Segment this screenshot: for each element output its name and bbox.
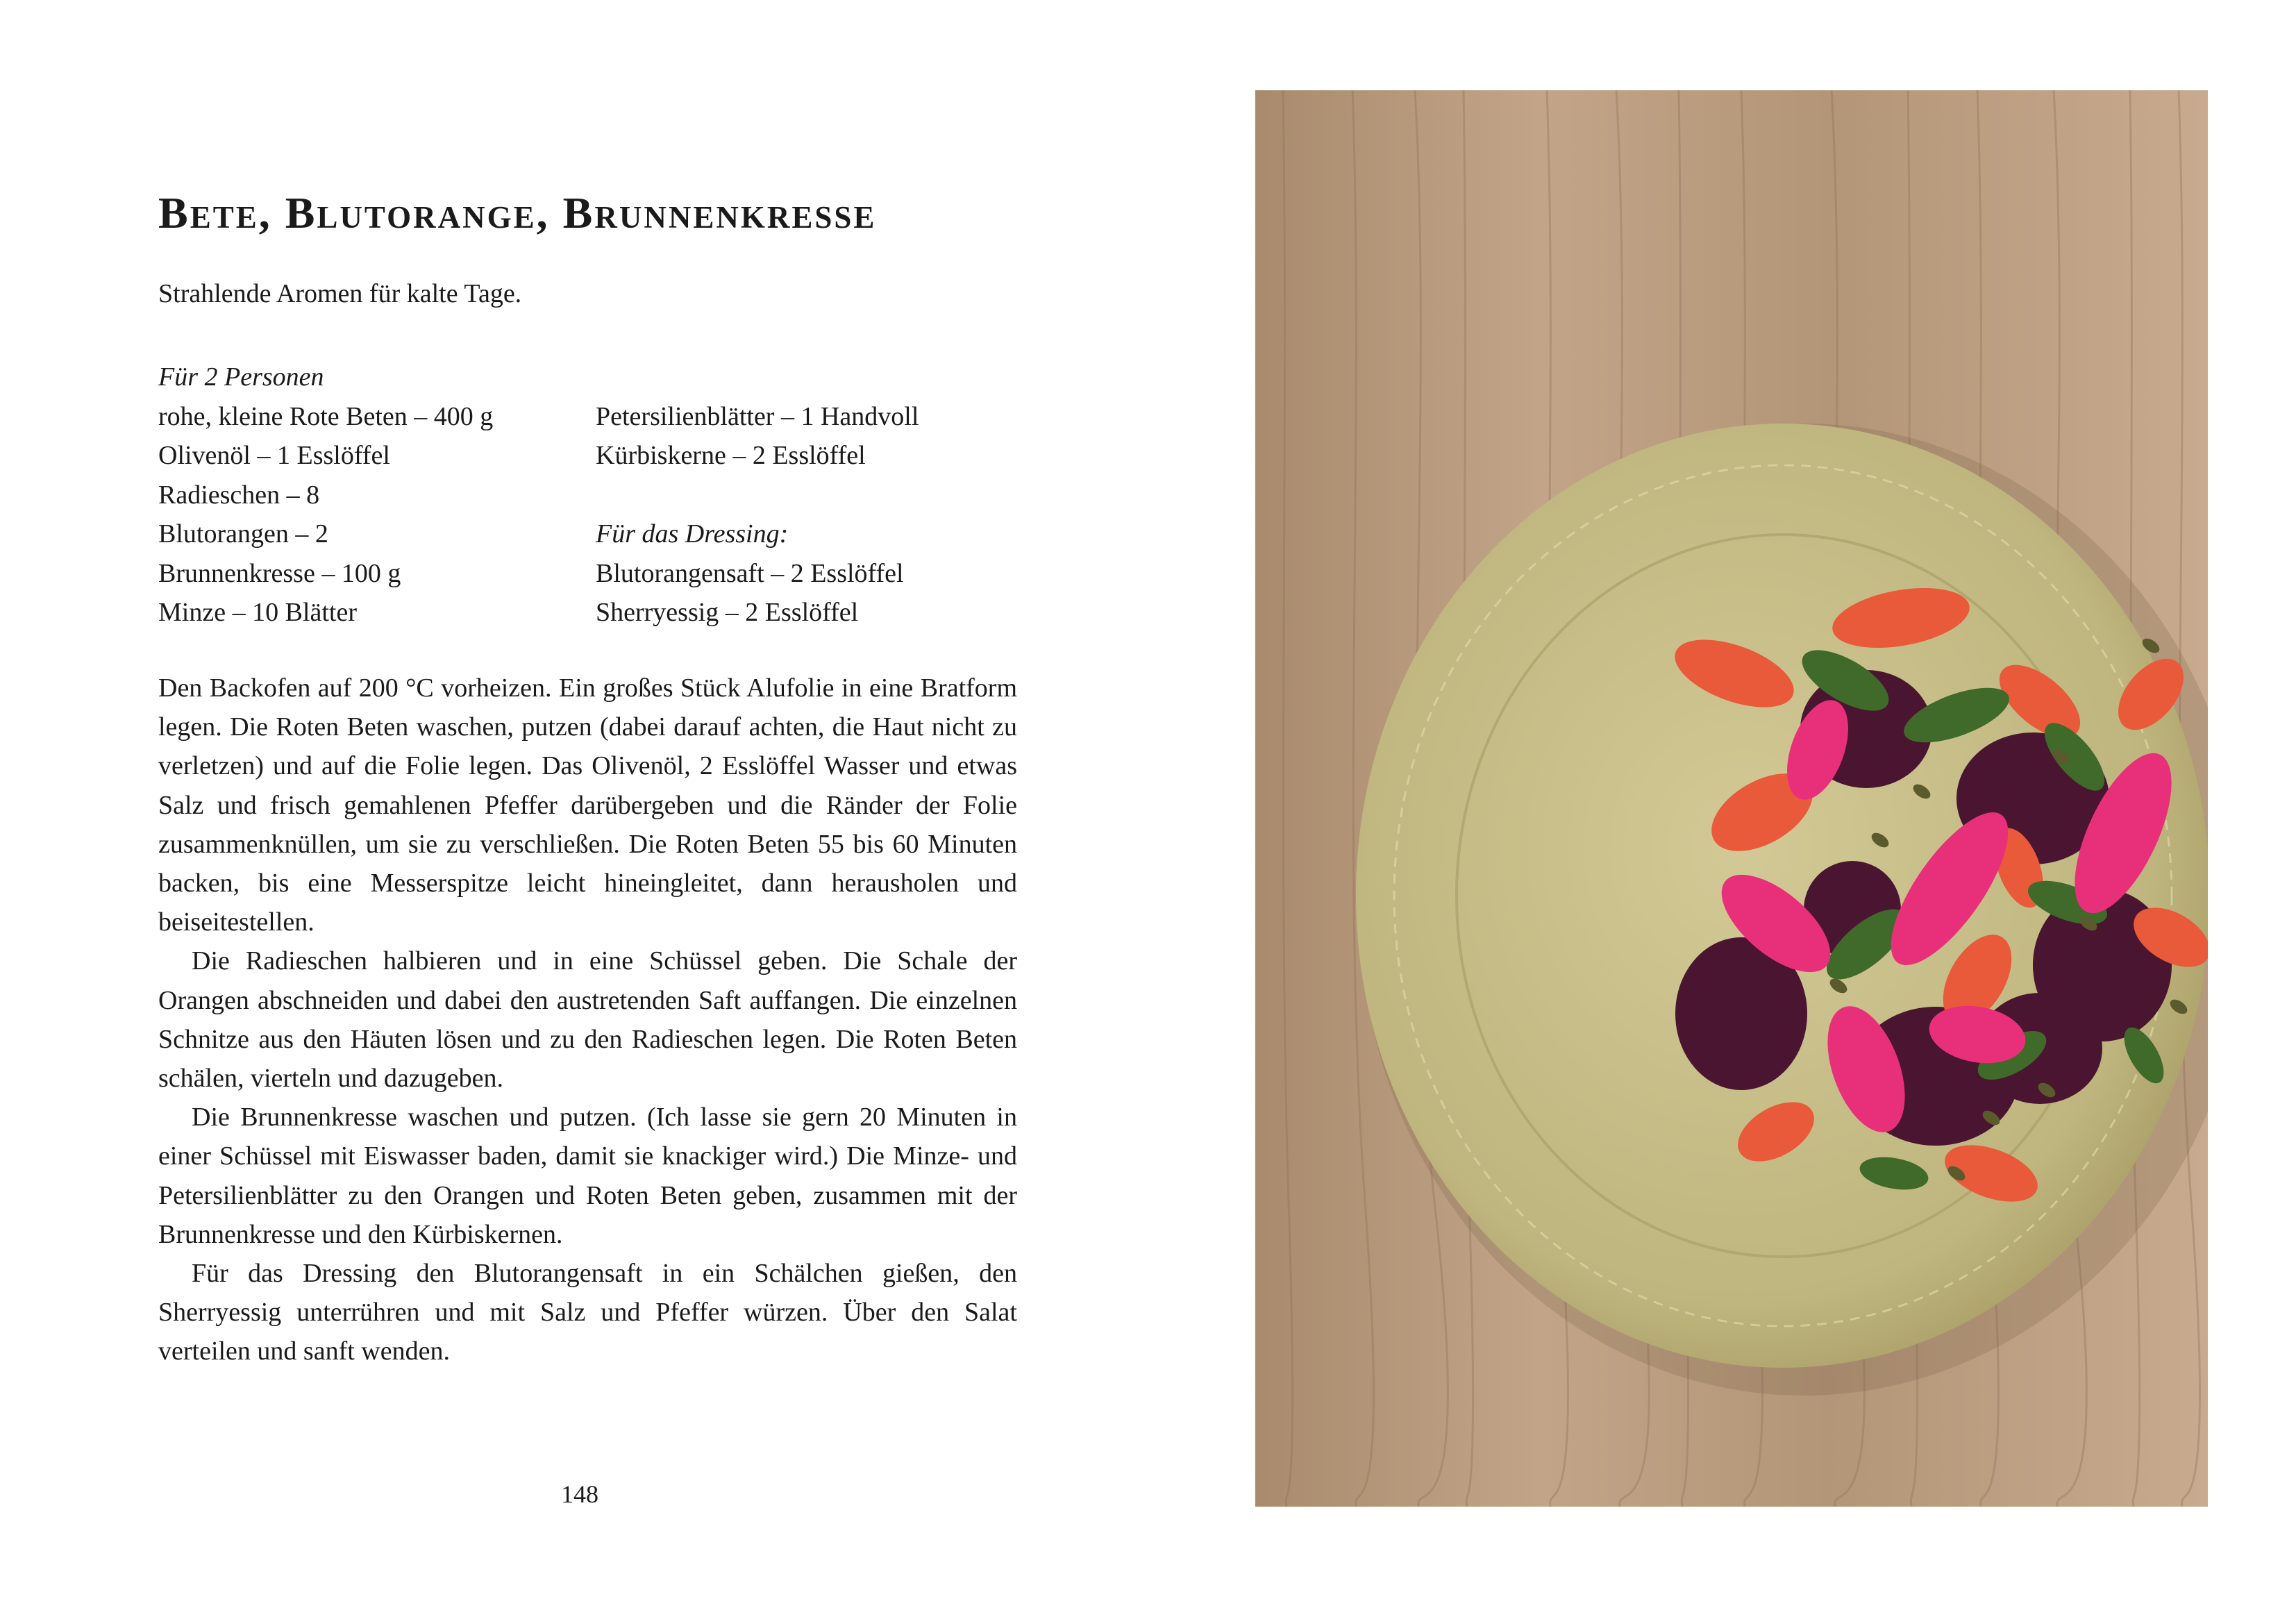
method-text (158, 669, 1017, 1371)
ingredient-spacer (596, 358, 919, 397)
method-paragraph: Die Brunnenkresse waschen und putzen. (Ich lasse sie gern 20 Minuten in einer Schüssel mit Eiswasser baden, damit sie knackiger wird.) Die Minze- und Petersilienblätter zu den Orangen und Roten Beten geben, zusammen mit der Brunnenkresse und den Kürbiskernen. (158, 1103, 1017, 1249)
ingredient-list (158, 358, 1061, 649)
ingredient-item: Olivenöl – 1 Esslöffel (158, 441, 390, 470)
ingredient-item: Sherryessig – 2 Esslöffel (596, 598, 859, 627)
ingredient-item: Kürbiskerne – 2 Esslöffel (596, 441, 866, 470)
recipe-title: Bete, Blutorange, Brunnenkresse (158, 188, 877, 237)
page-number: 148 (561, 1480, 598, 1508)
method-paragraph: Für das Dressing den Blutorangensaft in ein Schälchen gießen, den Sherryessig unterrühren und mit Salz und Pfeffer würzen. Über den Salat verteilen und sanft wenden. (158, 1259, 1017, 1366)
method-paragraph: Den Backofen auf 200 °C vorheizen. Ein großes Stück Alufolie in eine Bratform legen. Die Roten Beten waschen, putzen (dabei darauf achten, die Haut nicht zu verletzen) und auf die Folie legen. Das Olivenöl, 2 Esslöffel Wasser und etwas Salz und frisch gemahlenen Pfeffer darübergeben und die Ränder der Folie zusammenknüllen, um sie zu verschließen. Die Roten Beten 55 bis 60 Minuten backen, bis eine Messerspitze leicht hineingleitet, dann herausholen und beiseitestellen. (158, 673, 1017, 937)
ingredient-item: Petersilienblätter – 1 Handvoll (596, 401, 919, 431)
method-paragraph: Die Radieschen halbieren und in eine Schüssel geben. Die Schale der Orangen abschneiden und dabei den austretenden Saft auffangen. Die einzelnen Schnitze aus den Häuten lösen und zu den Radieschen legen. Die Roten Beten schälen, vierteln und dazugeben. (158, 946, 1017, 1094)
ingredient-column-left (158, 358, 493, 633)
salad-plate-photo (1255, 90, 2208, 1507)
ingredient-item: rohe, kleine Rote Beten – 400 g (158, 401, 494, 431)
ingredient-item: Radieschen – 8 (158, 480, 320, 510)
ingredient-item: Blutorangen – 2 (158, 519, 328, 549)
ingredient-spacer (596, 476, 919, 515)
ingredient-item: Minze – 10 Blätter (158, 598, 357, 627)
ingredient-item: Blutorangensaft – 2 Esslöffel (596, 558, 904, 588)
photo-illustration (1255, 90, 2208, 1507)
recipe-intro: Strahlende Aromen für kalte Tage. (158, 279, 522, 308)
ingredient-column-right (596, 358, 919, 633)
ingredient-heading: Für das Dressing: (596, 519, 789, 549)
ingredient-heading: Für 2 Personen (158, 362, 324, 392)
ingredient-item: Brunnenkresse – 100 g (158, 558, 401, 588)
